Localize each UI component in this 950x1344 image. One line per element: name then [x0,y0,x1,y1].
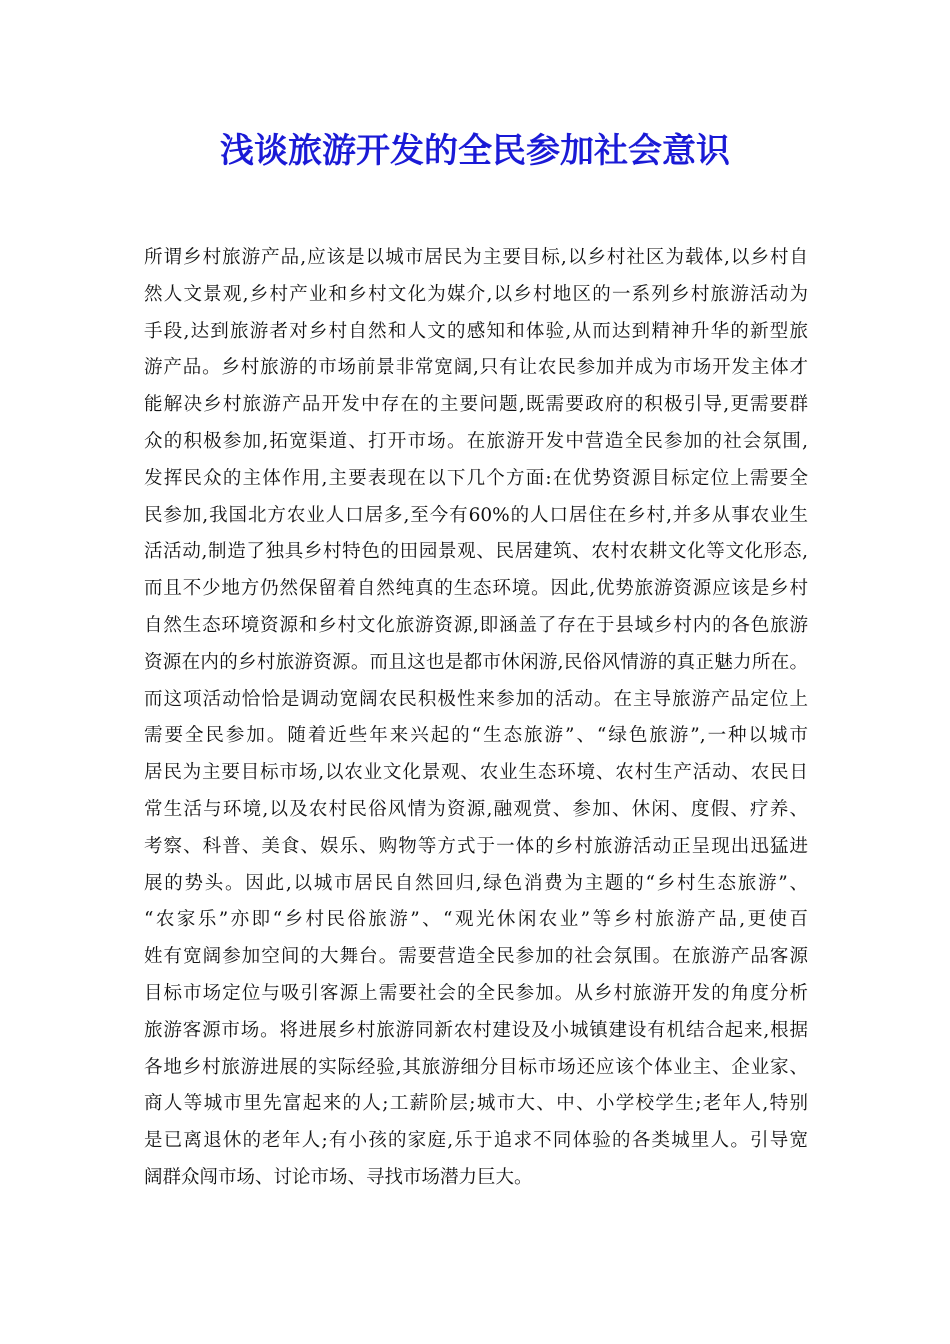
body-line: 众的积极参加,拓宽渠道、打开市场。在旅游开发中营造全民参加的社会氛围, [144,430,808,452]
body-line: 展的势头。因此,以城市居民自然回归,绿色消费为主题的“乡村生态旅游”、 [144,872,808,894]
body-line: 资源在内的乡村旅游资源。而且这也是都市休闲游,民俗风情游的真正魅力所在。 [144,651,808,673]
body-line: 而且不少地方仍然保留着自然纯真的生态环境。因此,优势旅游资源应该是乡村 [144,578,808,600]
body-line: 考察、科普、美食、娱乐、购物等方式于一体的乡村旅游活动正呈现出迅猛进 [144,835,808,857]
body-line: 各地乡村旅游进展的实际经验,其旅游细分目标市场还应该个体业主、企业家、 [144,1056,808,1078]
body-line: 商人等城市里先富起来的人;工薪阶层;城市大、中、小学校学生;老年人,特别 [144,1093,808,1115]
body-line: 能解决乡村旅游产品开发中存在的主要问题,既需要政府的积极引导,更需要群 [144,394,808,416]
document-body [144,240,808,1197]
body-line: 旅游客源市场。将进展乡村旅游同新农村建设及小城镇建设有机结合起来,根据 [144,1019,808,1041]
body-line: 姓有宽阔参加空间的大舞台。需要营造全民参加的社会氛围。在旅游产品客源 [144,946,808,968]
body-line: 手段,达到旅游者对乡村自然和人文的感知和体验,从而达到精神升华的新型旅 [144,320,808,342]
body-line: 居民为主要目标市场,以农业文化景观、农业生态环境、农村生产活动、农民日 [144,762,808,784]
body-line: 常生活与环境,以及农村民俗风情为资源,融观赏、参加、休闲、度假、疗养、 [144,798,808,820]
body-line: 自然生态环境资源和乡村文化旅游资源,即涵盖了存在于县域乡村内的各色旅游 [144,614,808,636]
body-line: 目标市场定位与吸引客源上需要社会的全民参加。从乡村旅游开发的角度分析 [144,982,808,1004]
body-line: 所谓乡村旅游产品,应该是以城市居民为主要目标,以乡村社区为载体,以乡村自 [144,247,808,268]
body-line: 而这项活动恰恰是调动宽阔农民积极性来参加的活动。在主导旅游产品定位上 [144,688,808,710]
document-title: 浅谈旅游开发的全民参加社会意识 [220,131,730,171]
body-line: 游产品。乡村旅游的市场前景非常宽阔,只有让农民参加并成为市场开发主体才 [144,357,808,379]
body-line: 是已离退休的老年人;有小孩的家庭,乐于追求不同体验的各类城里人。引导宽 [144,1130,808,1152]
body-line: 阔群众闯市场、讨论市场、寻找市场潜力巨大。 [144,1166,533,1188]
body-line: 需要全民参加。随着近些年来兴起的“生态旅游”、“绿色旅游”,一种以城市 [144,725,808,747]
body-line: 活活动,制造了独具乡村特色的田园景观、民居建筑、农村农耕文化等文化形态, [144,541,808,563]
body-line: 发挥民众的主体作用,主要表现在以下几个方面:在优势资源目标定位上需要全 [144,467,808,489]
body-line: 民参加,我国北方农业人口居多,至今有60%的人口居住在乡村,并多从事农业生 [144,504,808,526]
body-line: 然人文景观,乡村产业和乡村文化为媒介,以乡村地区的一系列乡村旅游活动为 [144,283,808,305]
body-line: “农家乐”亦即“乡村民俗旅游”、“观光休闲农业”等乡村旅游产品,更使百 [144,909,808,931]
